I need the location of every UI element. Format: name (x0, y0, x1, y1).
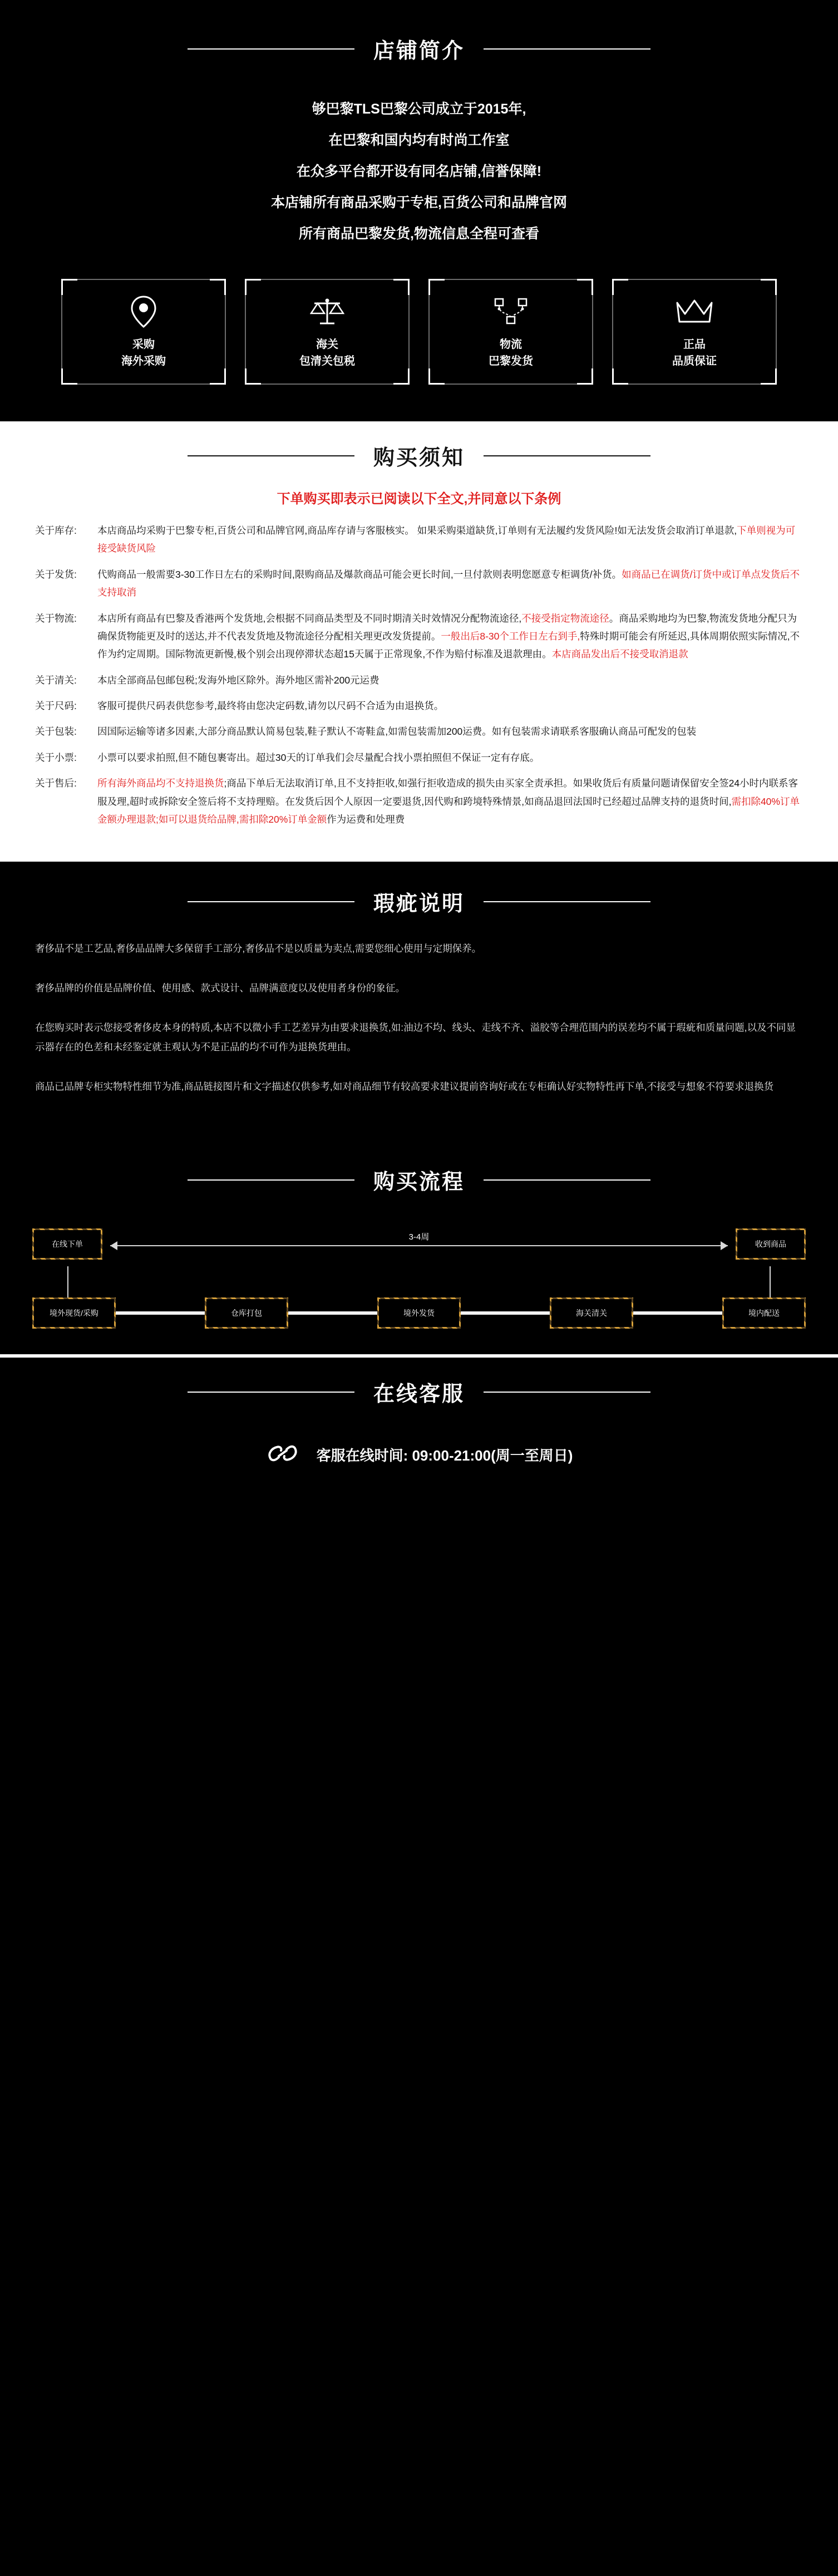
flaw-description-body (35, 939, 803, 1097)
notice-text-logistics (97, 609, 803, 663)
notice-label-packaging: 关于包装: (35, 726, 77, 738)
flow-node-domestic-delivery: 境内配送 (722, 1297, 806, 1329)
notice-row-size (35, 697, 803, 715)
scales-icon (310, 294, 344, 330)
notice-seg-red: 如商品已在调货/订货中或订单点发货后不支持取消 (97, 568, 800, 598)
flow-node-warehouse-pack: 仓库打包 (205, 1297, 288, 1329)
store-intro-title: 店铺简介 (373, 40, 465, 63)
flow-duration-arrow (110, 1233, 728, 1255)
flow-connector-bar (633, 1311, 722, 1315)
notice-row-stock (35, 522, 803, 558)
notice-seg-red: 所有海外商品均不支持退换货 (97, 778, 224, 789)
notice-row-packaging (35, 722, 803, 740)
service-rule-left (188, 1392, 354, 1393)
store-intro-text (0, 95, 838, 248)
notice-seg: 作为运费和处理费 (327, 813, 405, 825)
notice-rule-right (484, 455, 650, 456)
notice-row-receipt (35, 749, 803, 766)
feature-card-customs (245, 279, 410, 385)
notice-seg-red: 一般出后8-30个工作日左右到手, (441, 630, 580, 642)
flow-rule-right (484, 1179, 650, 1181)
flaw-paragraph-1: 奢侈品不是工艺品,奢侈品品牌大多保留手工部分,奢侈品不是以质量为卖点,需要您细心使用与定期保养。 (35, 943, 482, 955)
notice-label-size: 关于尺码: (35, 700, 77, 711)
service-hours-row (0, 1436, 838, 1473)
notice-row-shipping (35, 566, 803, 602)
flaw-description-title: 瑕疵说明 (373, 892, 465, 916)
flow-node-customs-clear: 海关清关 (550, 1297, 633, 1329)
notice-label-shipping: 关于发货: (35, 568, 77, 580)
notice-seg-red: 本店商品发出后不接受取消退款 (551, 648, 688, 660)
feature-box-list (0, 279, 838, 416)
notice-text-aftersale (97, 774, 803, 828)
flaw-paragraph-4: 商品已品牌专柜实物特性细节为准,商品链接图片和文字描述仅供参考,如对商品细节有较高要求建议提前咨询好或在专柜确认好实物特性再下单,不接受与想象不符要求退换货 (35, 1081, 774, 1093)
notice-text-receipt: 小票可以要求拍照,但不随包裹寄出。超过30天的订单我们会尽量配合找小票拍照但不保证一定有存底。 (97, 751, 540, 763)
feature-card-logistics (428, 279, 593, 385)
flow-connector-bar (288, 1311, 377, 1315)
intro-line-5: 所有商品巴黎发货,物流信息全程可查看 (299, 226, 539, 242)
notice-row-logistics (35, 609, 803, 663)
purchase-flow-title: 购买流程 (373, 1171, 465, 1194)
notice-rule-left (188, 455, 354, 456)
header-rule-left (188, 48, 354, 50)
store-intro-section (0, 0, 838, 421)
header-rule-right (484, 48, 650, 50)
notice-text-shipping (97, 566, 803, 602)
notice-label-stock: 关于库存: (35, 525, 77, 536)
flow-top-row (32, 1222, 806, 1266)
notice-label-aftersale: 关于售后: (35, 778, 77, 789)
purchase-notice-section (0, 421, 838, 862)
flow-connector-bar (116, 1311, 205, 1315)
flow-connector-bar (461, 1311, 550, 1315)
feature-customs-line1: 海关 (316, 338, 338, 351)
crown-icon (675, 294, 714, 330)
notice-text-stock (97, 522, 803, 558)
flaw-description-section (0, 862, 838, 1144)
notice-seg: 本店商品均采购于巴黎专柜,百货公司和品牌官网,商品库存请与客服核实。 如果采购渠道缺货,订单则有无法履约发货风险!如无法发货会取消订单退款, (97, 525, 737, 536)
intro-line-3: 在众多平台都开设有同名店铺,信誉保障! (296, 164, 542, 179)
notice-seg: ;商品下单后无法取消订单,且不支持拒收,如强行拒收造成的损失由买家全责承担。如果收货后有质量问题请保留安全签24小时内联系客服及理,超时或拆除安全签后将不支持理赔。在发货后因个人原因一定要退货,因代购和跨境特殊情景,如商品退回法国时已经超过品牌支持的退货时间, (97, 778, 798, 807)
notice-row-customs (35, 671, 803, 689)
notice-label-receipt: 关于小票: (35, 751, 77, 763)
notice-label-customs: 关于清关: (35, 674, 77, 686)
notice-seg-red: 不接受指定物流途径 (521, 612, 609, 624)
flaw-paragraph-2: 奢侈品牌的价值是品牌价值、使用感、款式设计、品牌满意度以及使用者身份的象征。 (35, 982, 405, 994)
online-service-title: 在线客服 (373, 1383, 465, 1407)
notice-seg-red: 需扣除40%订单金额办理退款;如可以退货给品牌,需扣除20%订单金额 (97, 795, 800, 825)
intro-line-1: 够巴黎TLS巴黎公司成立于2015年, (312, 101, 526, 117)
notice-text-size: 客服可提供尺码表供您参考,最终将由您决定码数,请勿以尺码不合适为由退换货。 (97, 700, 444, 711)
notice-seg-red: 下单则视为可接受缺货风险 (97, 525, 796, 554)
notice-text-customs: 本店全部商品包邮包税;发海外地区除外。海外地区需补200元运费 (97, 674, 379, 686)
notice-seg: 本店所有商品有巴黎及香港两个发货地,会根据不同商品类型及不同时期清关时效情况分配物流途径, (97, 612, 522, 624)
service-hours-text: 客服在线时间: 09:00-21:00(周一至周日) (316, 1447, 573, 1464)
notice-label-logistics: 关于物流: (35, 612, 77, 624)
notice-seg: 代购商品一般需要3-30工作日左右的采购时间,限购商品及爆款商品可能会更长时间,一旦付款则表明您愿意专柜调货/补货。 (97, 568, 622, 580)
service-rule-right (484, 1392, 650, 1393)
intro-line-2: 在巴黎和国内均有时尚工作室 (328, 132, 510, 148)
purchase-flow-section (0, 1144, 838, 1354)
store-intro-header (0, 33, 838, 64)
feature-authentic-line2: 品质保证 (672, 355, 717, 367)
flow-node-overseas-stock: 境外现货/采购 (32, 1297, 116, 1329)
flow-duration-label: 3-4周 (402, 1231, 436, 1242)
flaw-description-header (0, 886, 838, 917)
intro-line-4: 本店铺所有商品采购于专柜,百货公司和品牌官网 (271, 195, 567, 210)
purchase-notice-body (35, 522, 803, 828)
notice-seg: 。商品采购地均为巴黎,物流发货地分配只为确保货物能更及时的送达,并不代表发货地及物流途径分配相关理更改发货提前。 (97, 612, 797, 642)
purchase-flow-diagram (32, 1222, 806, 1329)
flow-bottom-row (32, 1297, 806, 1329)
chat-link-icon (265, 1436, 300, 1473)
online-service-header (0, 1377, 838, 1407)
flow-node-place-order: 在线下单 (32, 1228, 102, 1260)
feature-authentic-line1: 正品 (683, 338, 706, 351)
flaw-rule-left (188, 901, 354, 902)
location-pin-icon (129, 294, 158, 330)
feature-purchase-line2: 海外采购 (121, 355, 166, 367)
notice-row-aftersale (35, 774, 803, 828)
purchase-flow-header (0, 1164, 838, 1195)
flow-rule-left (188, 1179, 354, 1181)
flow-connectors (32, 1266, 806, 1297)
notice-text-packaging: 因国际运输等诸多因素,大部分商品默认简易包装,鞋子默认不寄鞋盒,如需包装需加200运费。如有包装需求请联系客服确认商品可配发的包装 (97, 726, 697, 738)
feature-customs-line2: 包清关包税 (299, 355, 355, 367)
feature-logistics-line1: 物流 (500, 338, 522, 351)
purchase-notice-title: 购买须知 (373, 446, 465, 470)
flow-node-overseas-ship: 境外发货 (377, 1297, 461, 1329)
purchase-notice-header (0, 440, 838, 471)
logistics-route-icon (493, 294, 529, 330)
purchase-notice-warning: 下单购买即表示已阅读以下全文,并同意以下条例 (277, 491, 561, 507)
feature-card-purchase (61, 279, 226, 385)
feature-card-authentic (612, 279, 777, 385)
feature-logistics-line2: 巴黎发货 (489, 355, 533, 367)
flaw-paragraph-3: 在您购买时表示您接受奢侈皮本身的特质,本店不以微小手工艺差异为由要求退换货,如:油边不均、线头、走线不齐、溢胶等合理范围内的误差均不属于瑕疵和质量问题,以及不同显示器存在的色差和未经鉴定就主观认为不是正品的均不可作为退换货理由。 (35, 1022, 796, 1053)
flow-node-receive-goods: 收到商品 (736, 1228, 806, 1260)
feature-purchase-line1: 采购 (132, 338, 155, 351)
online-service-section (0, 1358, 838, 1512)
notice-seg: 特殊时期可能会有所延迟,具体周期依照实际情况,不作为约定周期。国际物流更新慢,极个别会出现停滞状态超15天属于正常现象,不作为赔付标准及退款理由。 (97, 630, 800, 660)
flaw-rule-right (484, 901, 650, 902)
